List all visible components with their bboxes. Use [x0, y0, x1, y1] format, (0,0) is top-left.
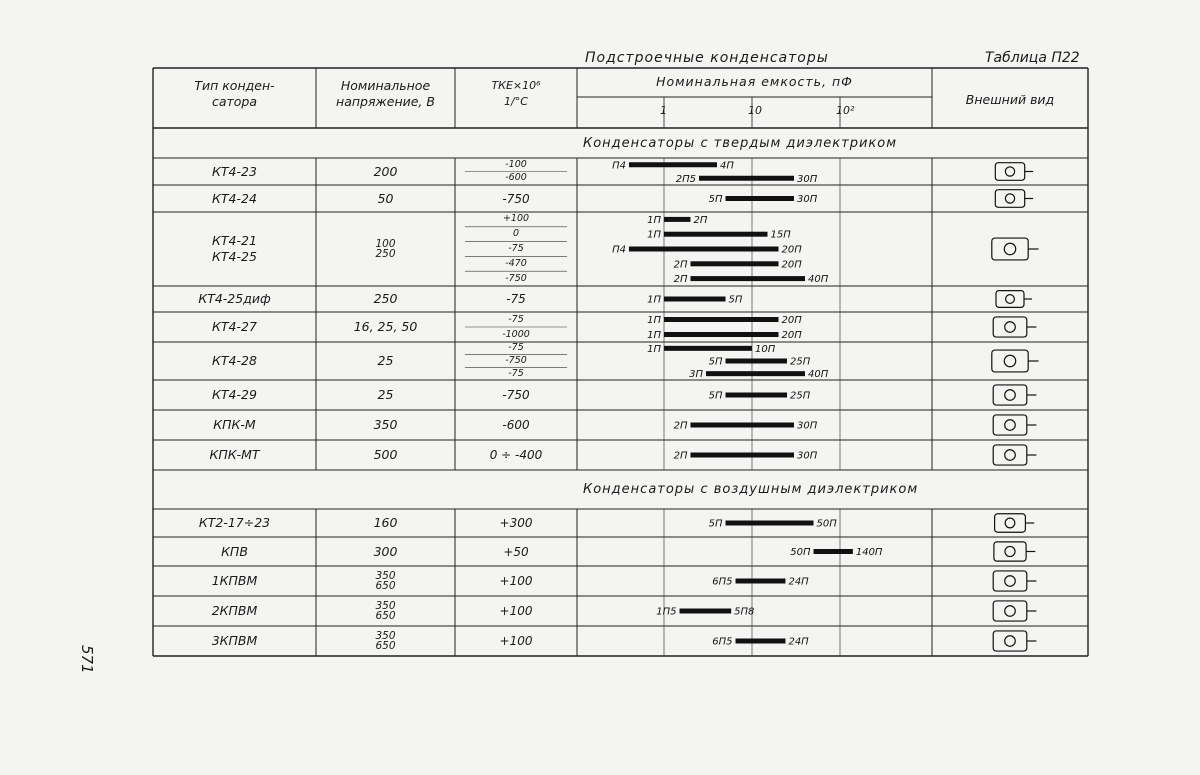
range-max-label: 25П	[790, 356, 811, 368]
row-tke: +100	[502, 213, 530, 225]
range-max-label: 5П	[728, 294, 743, 306]
range-min-label: 1П	[647, 294, 661, 306]
range-min-label: 2П	[673, 420, 688, 432]
row-tke: -75	[506, 292, 526, 306]
row-type: КПК-М	[213, 417, 256, 432]
row-tke: -100	[505, 158, 527, 170]
row-voltage: 160	[373, 515, 398, 530]
row-type: КТ4-27	[212, 319, 257, 334]
section-heading: Конденсаторы с воздушным диэлектриком	[583, 482, 919, 497]
row-type: КПВ	[221, 543, 248, 559]
voltage-column-header: Номинальное напряжение, В	[336, 78, 435, 109]
row-type: КТ4-28	[212, 353, 257, 368]
range-min-label: 2П	[673, 259, 688, 271]
range-min-label: 1П	[647, 315, 661, 326]
row-voltage: 350 650	[375, 570, 396, 592]
section-heading: Конденсаторы с твердым диэлектриком	[583, 136, 898, 151]
row-voltage: 25	[377, 387, 394, 402]
row-tke: -470	[505, 257, 527, 269]
capacitance-column-header: Номинальная емкость, пФ	[656, 74, 853, 89]
range-max-label: 24П	[788, 576, 809, 588]
row-tke: -600	[502, 418, 530, 432]
row-tke: +50	[503, 544, 529, 559]
range-min-label: П4	[612, 244, 626, 256]
row-tke: -75	[508, 243, 524, 254]
range-max-label: 20П	[781, 330, 802, 341]
row-tke: 0	[512, 228, 520, 240]
row-voltage: 100 250	[375, 238, 396, 260]
row-voltage: 250	[373, 291, 398, 306]
range-min-label: 2П5	[675, 173, 697, 185]
range-min-label: 2П	[673, 450, 688, 462]
row-tke: -75	[508, 342, 524, 354]
range-max-label: 140П	[855, 547, 883, 558]
row-type: КТ4-25диф	[198, 291, 271, 306]
row-type: КПК-МТ	[209, 447, 260, 462]
type-column-header: Тип конден- сатора	[194, 78, 275, 109]
range-min-label: 2П	[673, 274, 688, 286]
row-type: 3КПВМ	[211, 633, 258, 648]
row-voltage: 25	[377, 353, 394, 368]
range-min-label: 5П	[708, 518, 723, 530]
row-voltage: 50	[377, 190, 394, 206]
row-type: КТ4-29	[212, 387, 257, 402]
range-min-label: 50П	[790, 547, 811, 558]
row-voltage: 16, 25, 50	[353, 319, 418, 334]
row-tke: -750	[505, 272, 527, 284]
range-max-label: 30П	[796, 450, 818, 462]
row-voltage: 200	[373, 163, 398, 179]
range-max-label: 30П	[796, 173, 818, 185]
page-title: Подстроечные конденсаторы	[585, 50, 829, 66]
row-tke: +100	[499, 634, 533, 648]
scale-tick-label: 1	[660, 104, 667, 117]
row-voltage: 300	[373, 543, 398, 559]
row-tke: -750	[502, 191, 530, 206]
range-max-label: 40П	[807, 369, 829, 381]
range-max-label: 20П	[781, 244, 802, 256]
range-min-label: 1П5	[656, 606, 677, 618]
row-tke: +100	[499, 574, 533, 588]
range-max-label: 5П8	[734, 606, 755, 618]
row-tke: +300	[499, 516, 533, 530]
range-max-label: 10П	[755, 343, 776, 355]
row-tke: -750	[502, 388, 530, 402]
range-min-label: 5П	[708, 194, 723, 205]
range-max-label: 50П	[816, 518, 837, 530]
table-number: Таблица П22	[985, 50, 1080, 66]
row-tke: -75	[508, 367, 524, 379]
range-min-label: 1П	[647, 343, 661, 355]
row-tke: -600	[505, 172, 527, 184]
row-voltage: 350 650	[375, 600, 396, 622]
row-tke: 0 ÷ -400	[489, 448, 543, 462]
row-tke: -750	[505, 355, 527, 366]
range-max-label: 25П	[790, 390, 811, 402]
range-min-label: 1П	[647, 229, 661, 241]
range-max-label: 24П	[788, 636, 809, 648]
range-min-label: 5П	[708, 356, 723, 368]
range-max-label: 20П	[781, 259, 802, 271]
row-type: КТ4-21 КТ4-25	[212, 233, 257, 264]
range-min-label: 5П	[708, 390, 723, 402]
tke-column-header: ТКЕ×10⁶ 1/°С	[491, 79, 541, 108]
scale-tick-label: 10	[748, 104, 762, 117]
row-type: 2КПВМ	[211, 603, 258, 618]
scale-tick-label: 10²	[836, 104, 855, 117]
page-number: 571	[78, 645, 96, 674]
range-min-label: П4	[612, 160, 626, 172]
range-min-label: 6П5	[712, 576, 733, 588]
range-min-label: 1П	[647, 330, 661, 341]
range-min-label: 3П	[689, 369, 703, 381]
range-max-label: 4П	[719, 160, 734, 172]
row-type: 1КПВМ	[211, 573, 258, 588]
range-max-label: 40П	[807, 274, 829, 286]
row-voltage: 350 650	[375, 630, 396, 652]
range-max-label: 30П	[796, 420, 818, 432]
range-max-label: 20П	[781, 315, 802, 326]
row-voltage: 350	[373, 417, 398, 432]
range-min-label: 6П5	[712, 636, 733, 648]
row-type: КТ4-23	[212, 163, 257, 179]
row-type: КТ2-17÷23	[198, 515, 271, 530]
range-max-label: 15П	[770, 229, 791, 241]
row-tke: -75	[508, 313, 524, 325]
range-max-label: 30П	[796, 194, 818, 205]
range-max-label: 2П	[693, 214, 708, 226]
view-column-header: Внешний вид	[965, 92, 1055, 107]
row-type: КТ4-24	[212, 190, 257, 206]
row-tke: +100	[499, 604, 533, 618]
row-voltage: 500	[373, 447, 398, 462]
range-min-label: 1П	[647, 214, 661, 226]
row-tke: -1000	[502, 328, 530, 340]
